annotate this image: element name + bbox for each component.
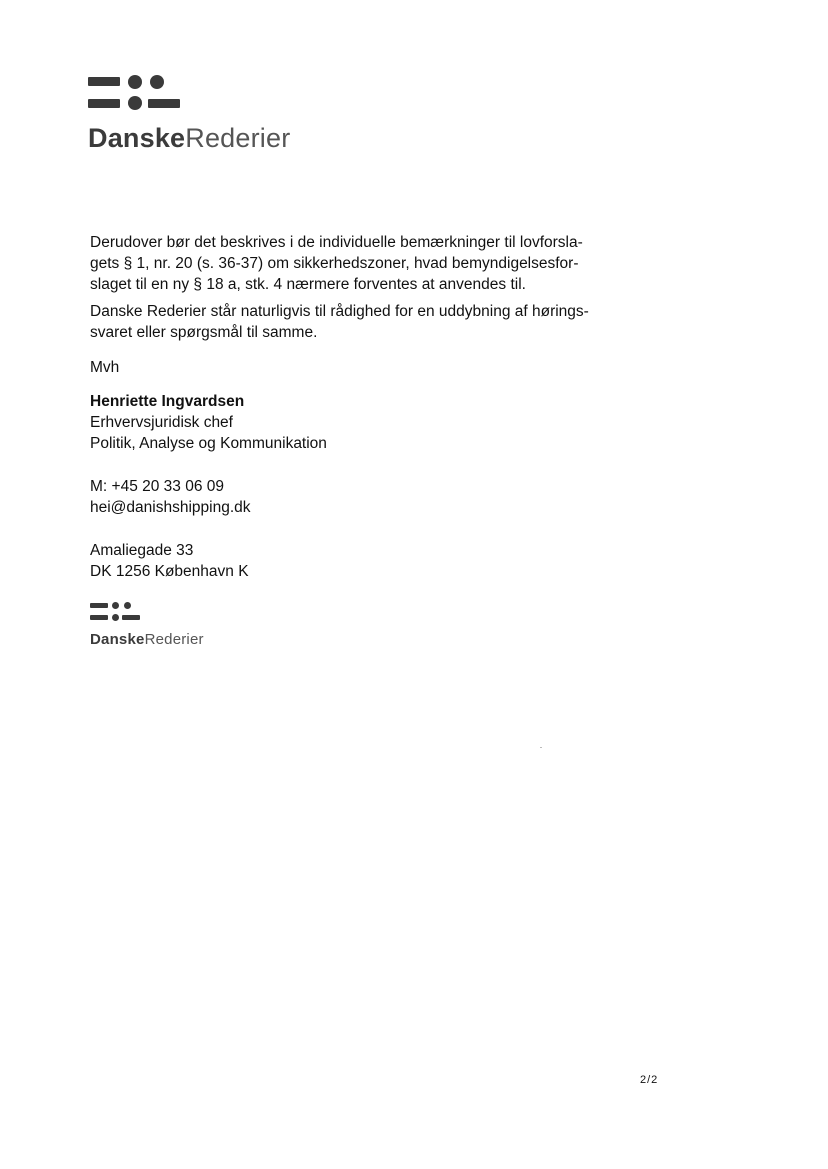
text-line: Danske Rederier står naturligvis til rådighed for en uddybning af hørings- — [90, 303, 589, 320]
signatory-department: Politik, Analyse og Kommunikation — [90, 435, 327, 452]
signatory-name: Henriette Ingvardsen — [90, 393, 245, 410]
logo-mark-icon — [88, 73, 183, 113]
signatory-title: Erhvervsjuridisk chef — [90, 414, 233, 431]
logo-mark-icon — [90, 601, 140, 621]
address-block — [90, 540, 249, 582]
paragraph-1 — [90, 232, 620, 295]
text-line: slaget til en ny § 18 a, stk. 4 nærmere forventes at anvendes til. — [90, 276, 526, 293]
text-line: Derudover bør det beskrives i de individuelle bemærkninger til lovforsla- — [90, 234, 583, 251]
page-number: 2/2 — [640, 1074, 659, 1086]
contact-block — [90, 476, 251, 518]
street-address: Amaliegade 33 — [90, 542, 194, 559]
header-logo — [88, 73, 290, 154]
logo-wordmark: DanskeRederier — [90, 631, 204, 648]
text-line: gets § 1, nr. 20 (s. 36-37) om sikkerhedszoner, hvad bemyndigelsesfor- — [90, 255, 579, 272]
footer-logo — [90, 601, 204, 648]
closing-greeting: Mvh — [90, 359, 120, 376]
text-line: svaret eller spørgsmål til samme. — [90, 324, 318, 341]
logo-wordmark: DanskeRederier — [88, 123, 291, 153]
mobile-number: M: +45 20 33 06 09 — [90, 478, 225, 495]
city-postcode: DK 1256 København K — [90, 563, 249, 580]
scan-speck — [540, 747, 542, 748]
email-address: hei@danishshipping.dk — [90, 499, 251, 516]
signature-block — [90, 391, 327, 454]
paragraph-2 — [90, 301, 620, 343]
